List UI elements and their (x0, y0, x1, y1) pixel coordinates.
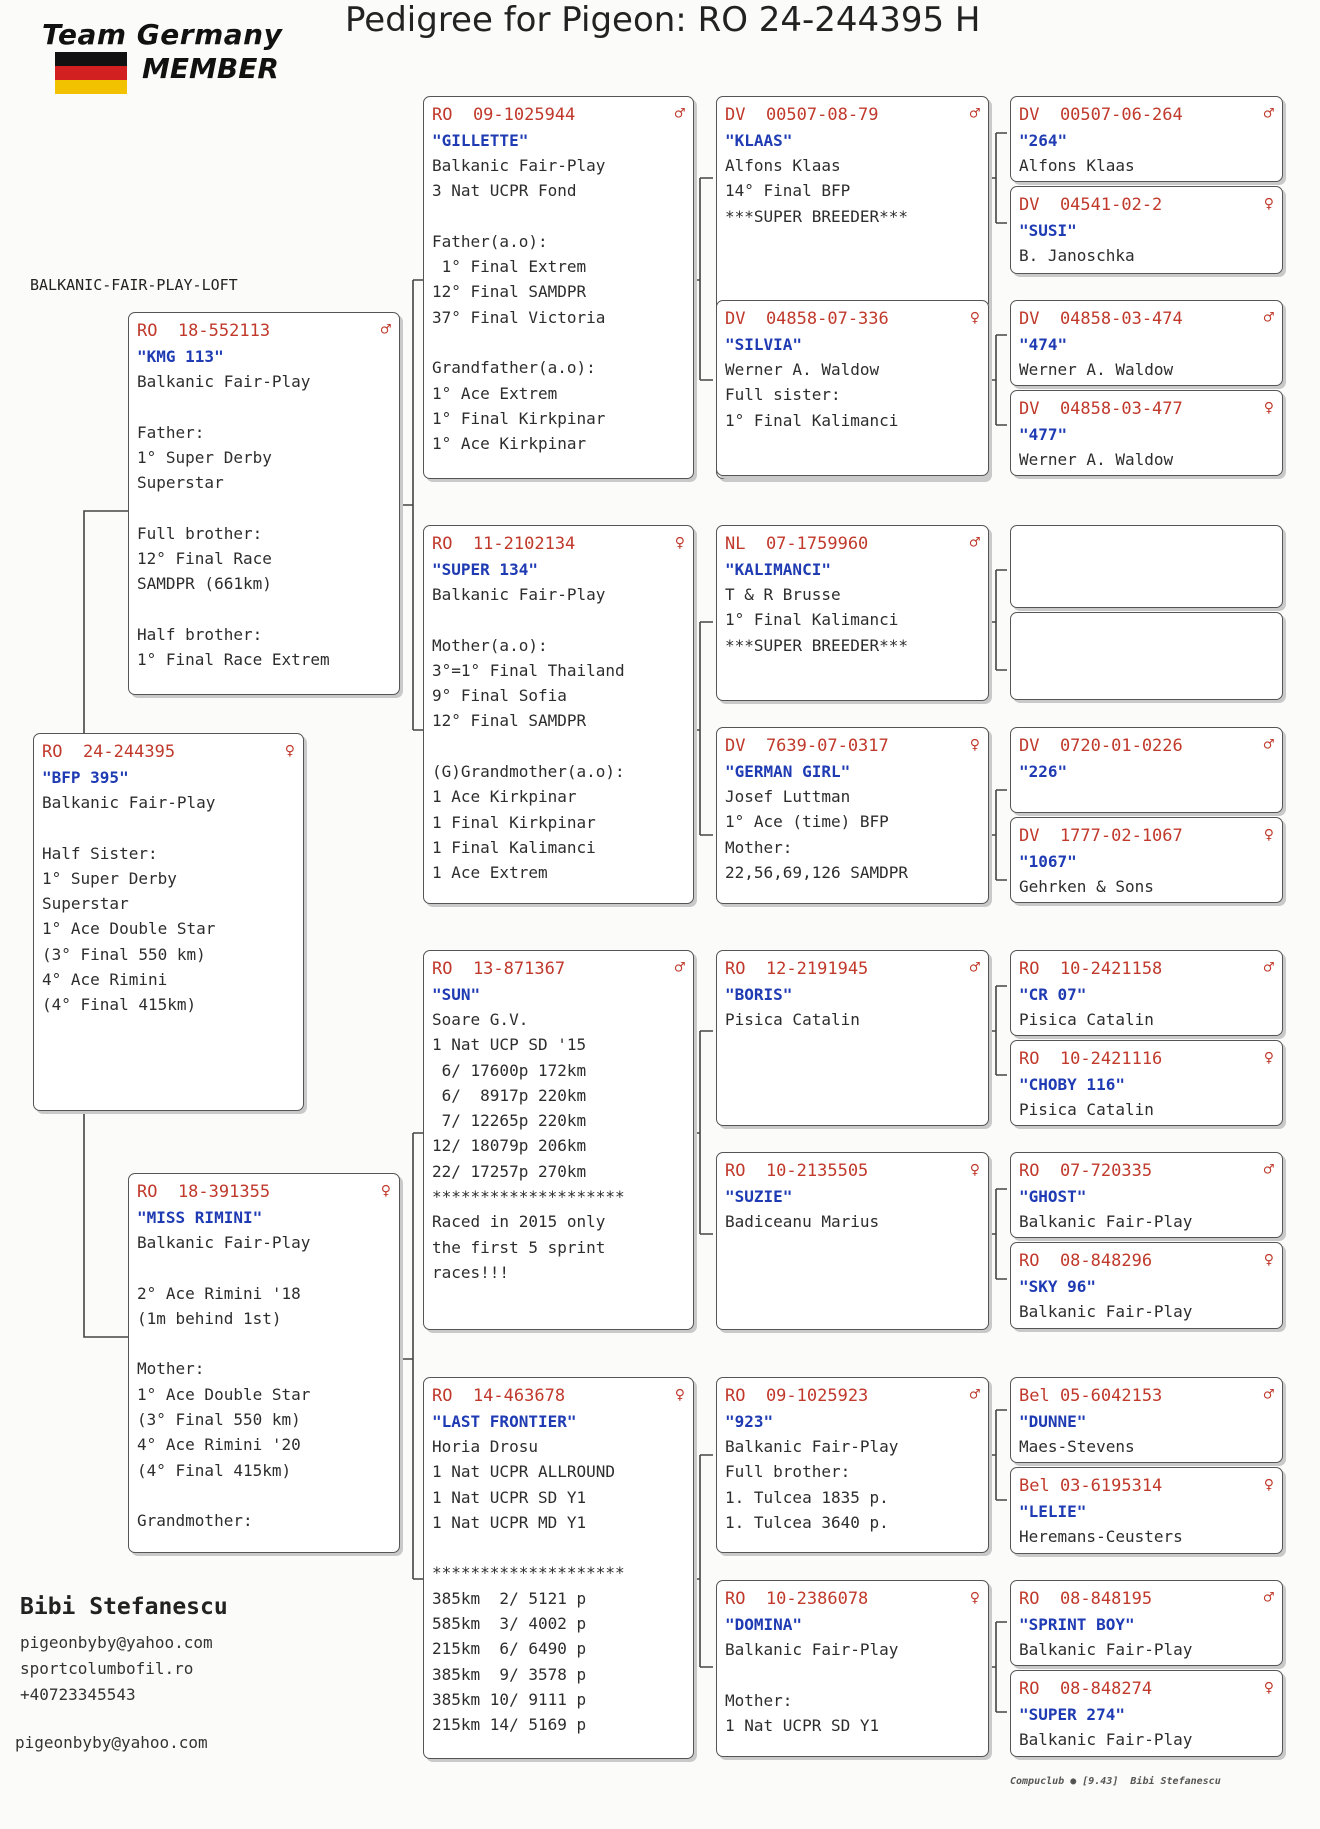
male-symbol-icon: ♂ (1263, 958, 1274, 978)
ring-number: RO 07-720335 (1019, 1161, 1153, 1181)
pigeon-info-line: Full brother: (137, 523, 263, 543)
pigeon-info-line (432, 330, 685, 355)
pigeon-info-line: Balkanic Fair-Play (137, 1233, 311, 1252)
pigeon-info-line: 12° Final SAMDPR (432, 711, 587, 731)
pigeon-info-line: Father(a.o): (432, 231, 548, 251)
male-symbol-icon: ♂ (1263, 104, 1274, 124)
pigeon-card (128, 312, 400, 695)
ring-number: DV 00507-08-79 (725, 105, 879, 125)
pigeon-info-line: 385km 10/ 9111 p (432, 1689, 587, 1709)
pigeon-card (423, 525, 694, 904)
ring-number: RO 10-2135505 (725, 1161, 869, 1181)
pigeon-info-line: Superstar (137, 473, 224, 493)
pigeon-info-line: SAMDPR (661km) (137, 574, 272, 594)
female-symbol-icon: ♀ (380, 1181, 391, 1201)
pigeon-card (716, 300, 989, 476)
female-symbol-icon: ♀ (1263, 194, 1274, 214)
pigeon-name: "SUPER 134" (432, 560, 538, 579)
pigeon-info-line: 1° Final Kirkpinar (432, 408, 606, 428)
female-symbol-icon: ♀ (1263, 825, 1274, 845)
female-symbol-icon: ♀ (969, 1588, 980, 1608)
pigeon-card (33, 733, 304, 1111)
pigeon-name: "SUSI" (1019, 221, 1077, 240)
pigeon-info-line: Pisica Catalin (1019, 1010, 1154, 1029)
female-symbol-icon: ♀ (674, 1385, 685, 1405)
pigeon-info-line: 1 Final Kalimanci (432, 837, 596, 857)
pigeon-name: "MISS RIMINI" (137, 1208, 263, 1227)
pigeon-card (1010, 390, 1283, 476)
ring-number: DV 00507-06-264 (1019, 105, 1183, 125)
pigeon-card (1010, 1242, 1283, 1329)
pigeon-card-header (432, 103, 685, 128)
pigeon-info-line: Half brother: (137, 624, 263, 644)
ring-number: RO 13-871367 (432, 959, 566, 979)
pigeon-info-line: 2° Ace Rimini '18 (137, 1283, 301, 1303)
pigeon-name: "CHOBY 116" (1019, 1075, 1125, 1094)
pigeon-card (716, 1580, 989, 1757)
pigeon-info-line: (G)Grandmother(a.o): (432, 762, 625, 782)
pigeon-info-line: 3 Nat UCPR Fond (432, 181, 577, 201)
ring-number: DV 7639-07-0317 (725, 736, 889, 756)
ring-number: RO 14-463678 (432, 1386, 566, 1406)
pigeon-name: "477" (1019, 425, 1068, 444)
female-symbol-icon: ♀ (1263, 1048, 1274, 1068)
pigeon-info-line: Pisica Catalin (1019, 1100, 1154, 1119)
pigeon-name: "GILLETTE" (432, 131, 529, 150)
pigeon-info-line: 1 Nat UCPR ALLROUND (432, 1462, 616, 1482)
pigeon-info-line: (3° Final 550 km) (42, 944, 206, 964)
male-symbol-icon: ♂ (1263, 735, 1274, 755)
ring-number: RO 08-848274 (1019, 1679, 1153, 1699)
pigeon-info-line: Alfons Klaas (1019, 156, 1135, 175)
pigeon-info-line: Alfons Klaas (725, 156, 841, 175)
pigeon-card (1010, 1040, 1283, 1126)
ring-number: RO 18-552113 (137, 321, 271, 341)
pigeon-card (1010, 1152, 1283, 1238)
pigeon-name: "474" (1019, 335, 1068, 354)
owner-website[interactable]: sportcolumbofil.ro (20, 1659, 194, 1678)
pigeon-info-line: Balkanic Fair-Play (1019, 1212, 1193, 1231)
pigeon-card-header (725, 307, 980, 332)
pigeon-name: "SILVIA" (725, 335, 803, 354)
pigeon-name: "BORIS" (725, 985, 793, 1004)
pigeon-info-line (137, 1331, 391, 1356)
male-symbol-icon: ♂ (969, 104, 980, 124)
pigeon-info-line (432, 1535, 685, 1560)
pigeon-name: "KALIMANCI" (725, 560, 831, 579)
ring-number: Bel 05-6042153 (1019, 1386, 1163, 1406)
pigeon-info-line (137, 495, 391, 520)
pigeon-info-line: 12/ 18079p 206km (432, 1136, 587, 1156)
pigeon-info-line: Balkanic Fair-Play (137, 372, 311, 391)
pigeon-info-line: ***SUPER BREEDER*** (725, 635, 909, 655)
pigeon-info-line: 4° Ace Rimini (42, 970, 168, 990)
pigeon-card-header (1019, 1677, 1274, 1702)
pigeon-info-line: Balkanic Fair-Play (432, 156, 606, 175)
software-footer: Compuclub ● [9.43] Bibi Stefanescu (1010, 1776, 1221, 1787)
pigeon-card-header (725, 532, 980, 557)
female-symbol-icon: ♀ (674, 533, 685, 553)
ring-number: NL 07-1759960 (725, 534, 869, 554)
pigeon-name: "SUZIE" (725, 1187, 793, 1206)
pigeon-info-line (432, 204, 685, 229)
pigeon-card-header (1019, 193, 1274, 218)
pigeon-info-line: ******************** (432, 1563, 625, 1583)
pigeon-info-line: (4° Final 415km) (42, 995, 197, 1015)
pigeon-name: "LAST FRONTIER" (432, 1412, 577, 1431)
pigeon-name: "GHOST" (1019, 1187, 1087, 1206)
pigeon-info-line: ***SUPER BREEDER*** (725, 206, 909, 226)
pigeon-card (1010, 300, 1283, 386)
pigeon-info-line: 1. Tulcea 1835 p. (725, 1487, 889, 1507)
male-symbol-icon: ♂ (969, 1385, 980, 1405)
pigeon-info-line: Balkanic Fair-Play (432, 585, 606, 604)
owner-email-repeat[interactable]: pigeonbyby@yahoo.com (15, 1733, 208, 1752)
pigeon-info-line: 585km 3/ 4002 p (432, 1614, 587, 1634)
pigeon-card-header (1019, 397, 1274, 422)
male-symbol-icon: ♂ (674, 104, 685, 124)
loft-name: BALKANIC-FAIR-PLAY-LOFT (30, 276, 238, 294)
female-symbol-icon: ♀ (969, 735, 980, 755)
pigeon-info-line: 1° Ace Double Star (137, 1384, 311, 1404)
ring-number: RO 10-2421158 (1019, 959, 1163, 979)
pigeon-info-line: 215km 6/ 6490 p (432, 1639, 587, 1659)
pigeon-info-line: 22,56,69,126 SAMDPR (725, 862, 909, 882)
owner-contact (20, 1630, 213, 1708)
pigeon-info-line: 12° Final SAMDPR (432, 282, 587, 302)
pigeon-info-line: 1 Final Kirkpinar (432, 812, 596, 832)
pigeon-info-line: 1° Ace Extrem (432, 383, 558, 403)
male-symbol-icon: ♂ (674, 958, 685, 978)
pigeon-info-line: the first 5 sprint (432, 1237, 606, 1257)
female-symbol-icon: ♀ (1263, 1250, 1274, 1270)
pigeon-info-line: Soare G.V. (432, 1010, 529, 1029)
pigeon-card (716, 525, 989, 701)
pigeon-name: "GERMAN GIRL" (725, 762, 851, 781)
female-symbol-icon: ♀ (1263, 1475, 1274, 1495)
pigeon-info-line: Badiceanu Marius (725, 1212, 880, 1231)
pigeon-name: "LELIE" (1019, 1502, 1087, 1521)
ring-number: RO 08-848296 (1019, 1251, 1153, 1271)
pigeon-card-header (432, 957, 685, 982)
owner-phone: +40723345543 (20, 1685, 136, 1704)
female-symbol-icon: ♀ (969, 308, 980, 328)
pigeon-info-line: ******************** (432, 1187, 625, 1207)
pigeon-info-line: Pisica Catalin (725, 1010, 860, 1029)
pigeon-info-line: Balkanic Fair-Play (725, 1437, 899, 1456)
ring-number: RO 12-2191945 (725, 959, 869, 979)
ring-number: DV 04858-03-474 (1019, 309, 1183, 329)
pigeon-info-line: (4° Final 415km) (137, 1460, 292, 1480)
pigeon-card (1010, 96, 1283, 182)
owner-name: Bibi Stefanescu (20, 1594, 228, 1620)
pigeon-card-header (1019, 824, 1274, 849)
pigeon-card-header (1019, 103, 1274, 128)
pigeon-name: "SPRINT BOY" (1019, 1615, 1135, 1634)
pigeon-info-line: T & R Brusse (725, 585, 841, 604)
pigeon-info-line: 37° Final Victoria (432, 307, 606, 327)
pigeon-card (1010, 1580, 1283, 1666)
female-symbol-icon: ♀ (284, 741, 295, 761)
pigeon-info-line: Mother(a.o): (432, 635, 548, 655)
pigeon-info-line: Mother: (725, 837, 793, 857)
pigeon-info-line: Gehrken & Sons (1019, 877, 1154, 896)
pigeon-info-line (137, 394, 391, 419)
pigeon-info-line: Mother: (725, 1690, 793, 1710)
pigeon-name: "SUN" (432, 985, 481, 1004)
male-symbol-icon: ♂ (1263, 1160, 1274, 1180)
pigeon-info-line: 12° Final Race (137, 549, 272, 569)
pigeon-card (1010, 817, 1283, 903)
ring-number: RO 10-2386078 (725, 1589, 869, 1609)
pigeon-info-line: 1. Tulcea 3640 p. (725, 1512, 889, 1532)
pigeon-name: "1067" (1019, 852, 1077, 871)
male-symbol-icon: ♂ (1263, 1385, 1274, 1405)
pigeon-info-line (432, 607, 685, 632)
pigeon-card-header (432, 1384, 685, 1409)
female-symbol-icon: ♀ (969, 1160, 980, 1180)
pigeon-info-line: races!!! (432, 1262, 510, 1282)
page-title: Pedigree for Pigeon: RO 24-244395 H (345, 0, 981, 40)
pigeon-info-line: 1° Super Derby (137, 447, 272, 467)
pigeon-info-line: 1° Super Derby (42, 868, 177, 888)
pigeon-card-header (1019, 734, 1274, 759)
pigeon-info-line (137, 597, 391, 622)
team-germany-logo-text: Team Germany (42, 18, 283, 51)
pigeon-info-line: Werner A. Waldow (725, 360, 880, 379)
male-symbol-icon: ♂ (969, 533, 980, 553)
pigeon-info-line: Raced in 2015 only (432, 1212, 606, 1232)
ring-number: DV 04858-07-336 (725, 309, 889, 329)
pigeon-name: "DUNNE" (1019, 1412, 1087, 1431)
pigeon-info-line: Balkanic Fair-Play (1019, 1640, 1193, 1659)
pigeon-card-header (1019, 1384, 1274, 1409)
pigeon-card (1010, 950, 1283, 1036)
pigeon-card-header (137, 1180, 391, 1205)
member-logo-text: MEMBER (142, 52, 279, 85)
pigeon-card-header (725, 1587, 980, 1612)
pigeon-card-header (1019, 957, 1274, 982)
male-symbol-icon: ♂ (969, 958, 980, 978)
pigeon-card (716, 1377, 989, 1553)
pigeon-card-header (1019, 1587, 1274, 1612)
pigeon-card (423, 1377, 694, 1759)
pigeon-card-header (1019, 1249, 1274, 1274)
pigeon-info-line: 215km 14/ 5169 p (432, 1715, 587, 1735)
pigeon-info-line: Horia Drosu (432, 1437, 538, 1456)
ring-number: RO 11-2102134 (432, 534, 576, 554)
pigeon-name: "BFP 395" (42, 768, 129, 787)
ring-number: DV 1777-02-1067 (1019, 826, 1183, 846)
pigeon-info-line: Full sister: (725, 385, 841, 405)
pigeon-info-line: 385km 2/ 5121 p (432, 1588, 587, 1608)
pigeon-card (423, 96, 694, 479)
pigeon-info-line: 1 Ace Extrem (432, 863, 548, 883)
male-symbol-icon: ♂ (380, 320, 391, 340)
pigeon-info-line: 1 Nat UCPR MD Y1 (432, 1512, 587, 1532)
pigeon-card (423, 950, 694, 1330)
pigeon-card-header (725, 957, 980, 982)
pigeon-info-line: (3° Final 550 km) (137, 1410, 301, 1430)
pigeon-name: "923" (725, 1412, 774, 1431)
pigeon-name: "CR 07" (1019, 985, 1087, 1004)
pigeon-info-line: Balkanic Fair-Play (725, 1640, 899, 1659)
pigeon-info-line: Balkanic Fair-Play (1019, 1730, 1193, 1749)
pigeon-card-header (432, 532, 685, 557)
pigeon-info-line: 1° Final Race Extrem (137, 650, 330, 670)
pigeon-info-line: 9° Final Sofia (432, 686, 567, 706)
pigeon-name: "264" (1019, 131, 1068, 150)
pigeon-info-line: Maes-Stevens (1019, 1437, 1135, 1456)
pigeon-card-header (1019, 1047, 1274, 1072)
pigeon-info-line: 4° Ace Rimini '20 (137, 1435, 301, 1455)
ring-number: RO 08-848195 (1019, 1589, 1153, 1609)
pigeon-info-line: Father: (137, 422, 205, 442)
pigeon-card-header (1019, 1474, 1274, 1499)
pigeon-info-line: 1° Final Kalimanci (725, 610, 899, 630)
pigeon-name: "KLAAS" (725, 131, 793, 150)
ring-number: RO 09-1025923 (725, 1386, 869, 1406)
female-symbol-icon: ♀ (1263, 1678, 1274, 1698)
female-symbol-icon: ♀ (1263, 398, 1274, 418)
pigeon-info-line (137, 1255, 391, 1280)
pigeon-info-line: 1 Ace Kirkpinar (432, 787, 577, 807)
pigeon-info-line: 1 Nat UCP SD '15 (432, 1035, 587, 1055)
pigeon-info-line: Werner A. Waldow (1019, 360, 1174, 379)
pigeon-info-line: (1m behind 1st) (137, 1308, 282, 1328)
pigeon-info-line: 6/ 8917p 220km (432, 1085, 587, 1105)
ring-number: RO 24-244395 (42, 742, 176, 762)
pigeon-info-line: 1° Final Extrem (432, 257, 587, 277)
pigeon-info-line (725, 1662, 980, 1687)
pigeon-name: "DOMINA" (725, 1615, 803, 1634)
pigeon-info-line: Grandmother: (137, 1511, 253, 1531)
pigeon-info-line: 14° Final BFP (725, 181, 851, 201)
pigeon-info-line: Werner A. Waldow (1019, 450, 1174, 469)
ring-number: RO 10-2421116 (1019, 1049, 1163, 1069)
pigeon-info-line: 1 Nat UCPR SD Y1 (432, 1487, 587, 1507)
pigeon-info-line: Superstar (42, 894, 129, 914)
pigeon-info-line (42, 815, 295, 840)
pigeon-info-line: 22/ 17257p 270km (432, 1161, 587, 1181)
pigeon-info-line: 385km 9/ 3578 p (432, 1664, 587, 1684)
ring-number: RO 09-1025944 (432, 105, 576, 125)
pigeon-card-header (725, 1384, 980, 1409)
pigeon-info-line: Grandfather(a.o): (432, 358, 596, 378)
ring-number: DV 04858-03-477 (1019, 399, 1183, 419)
pigeon-card (716, 1152, 989, 1330)
pigeon-card (1010, 1377, 1283, 1463)
pigeon-card-header (725, 1159, 980, 1184)
pigeon-info-line: 7/ 12265p 220km (432, 1111, 587, 1131)
pigeon-name: "226" (1019, 762, 1068, 781)
pigeon-info-line: Half Sister: (42, 843, 158, 863)
male-symbol-icon: ♂ (1263, 1588, 1274, 1608)
pigeon-info-line: 6/ 17600p 172km (432, 1060, 587, 1080)
pigeon-info-line: Balkanic Fair-Play (42, 793, 216, 812)
pigeon-card (1010, 1670, 1283, 1757)
pigeon-card-header (1019, 1159, 1274, 1184)
pigeon-info-line: 1° Ace (time) BFP (725, 812, 889, 832)
pigeon-info-line: Josef Luttman (725, 787, 851, 806)
ring-number: DV 0720-01-0226 (1019, 736, 1183, 756)
pigeon-card (716, 727, 989, 904)
ring-number: RO 18-391355 (137, 1182, 271, 1202)
pigeon-info-line: 1° Final Kalimanci (725, 410, 899, 430)
pigeon-info-line (432, 734, 685, 759)
pigeon-name: "SUPER 274" (1019, 1705, 1125, 1724)
pigeon-card (1010, 525, 1283, 608)
pigeon-info-line: 1° Ace Double Star (42, 919, 216, 939)
ring-number: DV 04541-02-2 (1019, 195, 1163, 215)
pigeon-card (1010, 727, 1283, 813)
pigeon-card-header (42, 740, 295, 765)
pigeon-card (716, 950, 989, 1126)
pigeon-card (1010, 186, 1283, 274)
pigeon-card-header (725, 734, 980, 759)
pigeon-info-line: 1 Nat UCPR SD Y1 (725, 1715, 880, 1735)
pigeon-info-line: Heremans-Ceusters (1019, 1527, 1183, 1546)
pigeon-info-line: 1° Ace Kirkpinar (432, 434, 587, 454)
pigeon-info-line (137, 1483, 391, 1508)
owner-email[interactable]: pigeonbyby@yahoo.com (20, 1633, 213, 1652)
pigeon-card (128, 1173, 400, 1553)
pigeon-card (1010, 1467, 1283, 1554)
pigeon-name: "SKY 96" (1019, 1277, 1097, 1296)
pigeon-info-line: Balkanic Fair-Play (1019, 1302, 1193, 1321)
male-symbol-icon: ♂ (1263, 308, 1274, 328)
pigeon-info-line: Mother: (137, 1359, 205, 1379)
pigeon-card (1010, 612, 1283, 700)
pigeon-card-header (137, 319, 391, 344)
pigeon-name: "KMG 113" (137, 347, 224, 366)
pigeon-card-header (1019, 307, 1274, 332)
pigeon-info-line: Full brother: (725, 1462, 851, 1482)
pigeon-info-line: 3°=1° Final Thailand (432, 660, 625, 680)
ring-number: Bel 03-6195314 (1019, 1476, 1163, 1496)
pigeon-info-line: B. Janoschka (1019, 246, 1135, 265)
pigeon-card-header (725, 103, 980, 128)
